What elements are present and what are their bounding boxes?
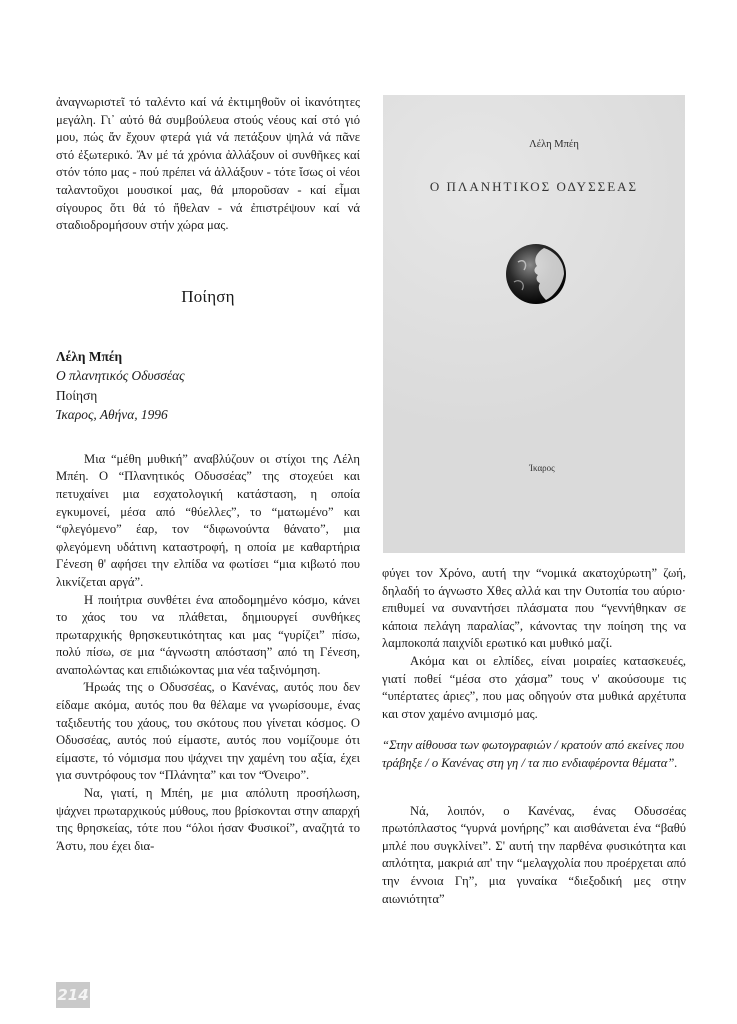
page-number: 214 [56,982,90,1008]
body-paragraph: Η ποιήτρια συνθέτει ένα αποδομημένο κόσμο, κάνει το χάος του να πλάθεται, δημιουργεί συνθήκες πρωταρχικής θρησκευτικότητας και μας “γυρίζει” πίσω, πολύ πίσω, σε μια “άγνωστη απόσταση” από τη Γένεση, αναπολώντας και επιδιώκοντας μια νέα ταξινόμηση. [56,592,360,677]
right-column [382,565,686,908]
planet-profile-emblem-icon [504,242,568,306]
body-paragraph: Μια “μέθη μυθική” αναβλύζουν οι στίχοι της Λέλη Μπέη. Ο “Πλανητικός Οδυσσέας” της στοχεύει και πετυχαίνει μια εσχατολογική κατάσταση, η οποία εγκυμονεί, μέσα από “θύελλες”, το “ματωμένο” και “φλεγόμενο” έαρ, τον “διφωνούντα θάνατο”, μια φλεγόμενη υδάτινη καταστροφή, η οποία με καθαρτήρια Γένεση θ' αφήσει την ελπίδα να φωτίσει “μια κιβωτό που λικνίζεται αργά”. [56,451,360,589]
left-column [56,94,360,855]
book-cover [383,95,685,553]
body-paragraph: Ακόμα και οι ελπίδες, είναι μοιραίες κατασκευές, γιατί ποθεί “μέσα στο χάσμα” τους ν' ακούσουμε τις “υπέρτατες άριες”, που μας οδηγούν στα μυθικά αρχέτυπα και στον χαμένο ανιμισμό μας. [382,653,686,721]
bibliography-block [56,347,360,425]
cover-author: Λέλη Μπέη [529,139,579,150]
bib-publisher: Ίκαρος, Αθήνα, 1996 [56,407,168,423]
body-paragraph: Να, γιατί, η Μπέη, με μια απόλυτη προσήλωση, ψάχνει πρωταρχικούς μύθους, που βρίσκονται στην απαρχή της θρησκείας, τότε που “όλοι ήσαν Φυσικοί”, αναζητά το Άστυ, που έχει δια- [56,786,360,853]
intro-paragraph: ἀναγνωριστεῖ τό ταλέντο καί νά ἐκτιμηθοῦν οἱ ἱκανότητες μεγάλη. Γι᾽ αὐτό θά συμβούλευα στούς νέους καί στό γιό μου, πώς ἄν ἔχουν φτερά γιά νά πετάξουν ψηλά νά πᾶνε στό ἐξωτερικό. Ἄν μέ τά χρόνια ἀλλάξουν οἱ συνθῆκες καί στόν τόπο μας - πού πρέπει νά ἀλλάξουν - τότε ἴσως οἱ νέοι ταλαντοῦχοι μουσικοί μας, θά μποροῦσαν - καί εἶμαι σίγουρος ὅτι θά τό ἤθελαν - νά ἐπιστρέψουν καί νά σταδιοδρομήσουν στήν χώρα μας. [56,95,360,233]
cover-title: Ο ΠΛΑΝΗΤΙΚΟΣ ΟΔΥΣΣΕΑΣ [429,179,639,194]
section-title: Ποίηση [181,286,235,306]
body-paragraph: Ήρωάς της ο Οδυσσέας, ο Κανένας, αυτός που δεν είδαμε ακόμα, αυτός που θα θέλαμε να γνωρίσουμε, ένας ταξιδευτής του χάους, του σκότους που γίνεται κόσμος. Ο Οδυσσέας, αυτός πού είμαστε, αυτός που νομίζουμε ότι είμαστε, τό νόμισμα που ψάχνει την χαμένη του αξία, έχει για συντρόφους τον “Πλάνητα” και τον “Όνειρο”. [56,680,360,783]
poem-quote: “Στην αίθουσα των φωτογραφιών / κρατούν από εκείνες που τράβηξε / ο Κανένας στη γη / τα πιο ενδιαφέροντα θέματα”. [382,738,685,770]
bib-author: Λέλη Μπέη [56,348,123,364]
body-paragraph: φύγει τον Χρόνο, αυτή την “νομικά ακατοχύρωτη” ζωή, δηλαδή το άγνωστο Χθες αλλά και την Ουτοπία του αύριο· επιθυμεί να συναντήσει πλάσματα που “γεννήθηκαν σε κάποια πελάγη παραλίας”, κάνοντας την ποίηση της να λαμποκοπά παιχνίδι ερωτικό και μυθικό μαζί. [382,566,686,651]
bib-genre: Ποίηση [56,387,98,403]
cover-publisher: Ίκαρος [529,463,555,473]
bib-title: Ο πλανητικός Οδυσσέας [56,368,185,384]
body-paragraph: Νά, λοιπόν, ο Κανένας, ένας Οδυσσέας πρωτόπλαστος “γυρνά μονήρης” και αισθάνεται ένα “βαθύ μπλέ που συγκλίνει”. Σ' αυτή την παρθένα φυσικότητα και απλότητα, μακριά απ' την “μελαγχολία που προέρχεται από την έννοια Γη”, μια γυναίκα “διεξοδική μες στην αιωνιότητα” [382,803,686,906]
